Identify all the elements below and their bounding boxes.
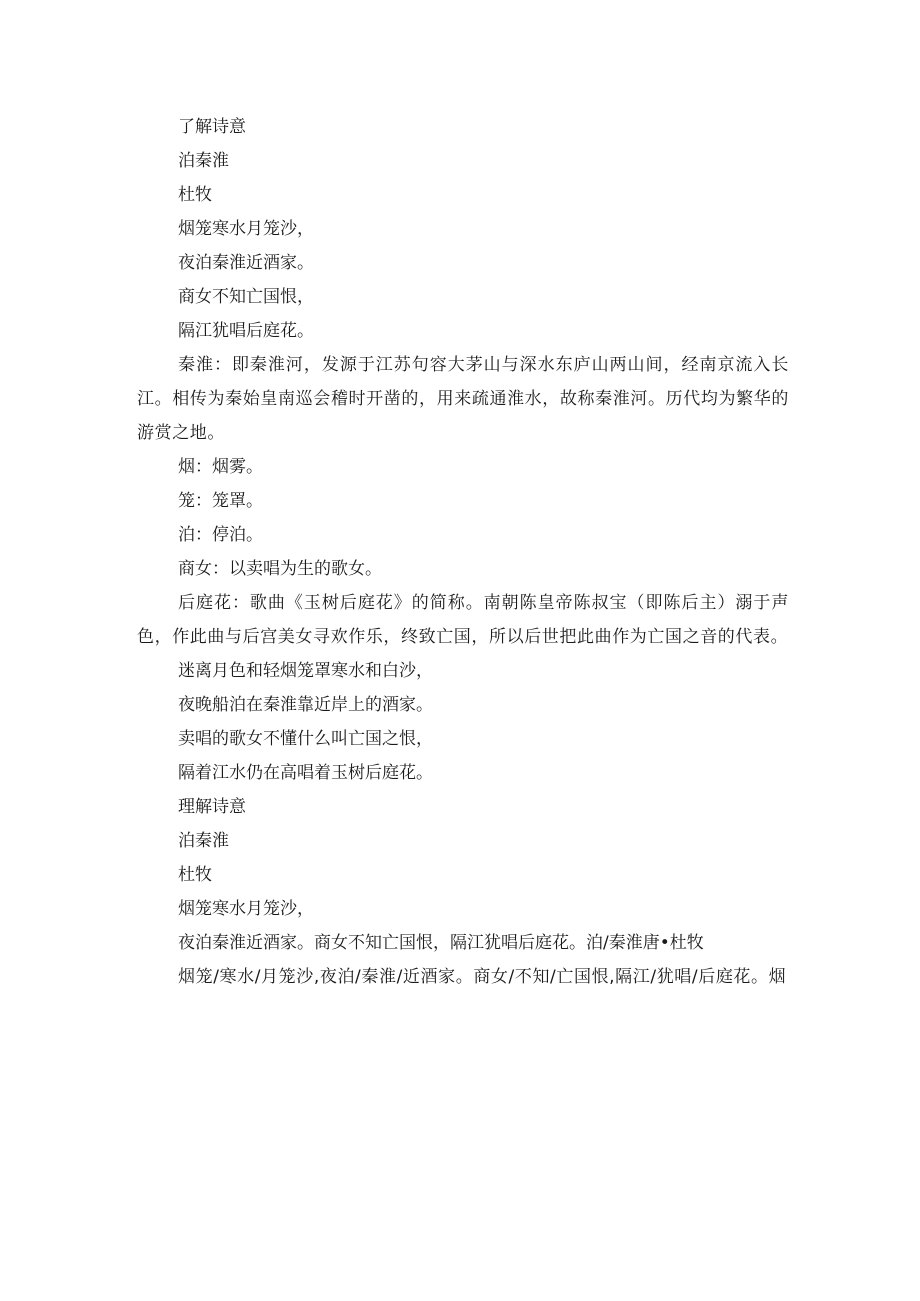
poem-author: 杜牧 [178,865,212,885]
poem-author: 杜牧 [178,185,212,205]
poem-title: 泊秦淮 [178,831,229,851]
poem-line: 烟笼寒水月笼沙， [178,219,314,239]
rhythm-division: 烟笼/寒水/月笼沙,夜泊/秦淮/近酒家。商女/不知/亡国恨,隔江/犹唱/后庭花。烟 [178,967,787,987]
note-houtinghua: 后庭花：歌曲《玉树后庭花》的简称。南朝陈皇帝陈叔宝（即陈后主）溺于声色，作此曲与后宫美女寻欢作乐，终致亡国，所以后世把此曲作为亡国之音的代表。 [137,593,789,647]
document-body [137,110,789,994]
note-item: 烟：烟雾。 [178,457,263,477]
poem-line: 烟笼寒水月笼沙， [178,899,314,919]
poem-title: 泊秦淮 [178,151,229,171]
poem-line: 夜泊秦淮近酒家。 [178,253,314,273]
poem-line-combined: 夜泊秦淮近酒家。商女不知亡国恨，隔江犹唱后庭花。泊/秦淮唐•杜牧 [178,933,704,953]
note-item: 商女：以卖唱为生的歌女。 [178,559,382,579]
section-title: 了解诗意 [178,117,246,137]
note-item: 泊：停泊。 [178,525,263,545]
translation-line: 隔着江水仍在高唱着玉树后庭花。 [178,763,433,783]
translation-line: 夜晚船泊在秦淮靠近岸上的酒家。 [178,695,433,715]
note-qinhuai: 秦淮：即秦淮河，发源于江苏句容大茅山与深水东庐山两山间，经南京流入长江。相传为秦始皇南巡会稽时开凿的，用来疏通淮水，故称秦淮河。历代均为繁华的游赏之地。 [137,355,789,443]
poem-line: 隔江犹唱后庭花。 [178,321,314,341]
translation-line: 卖唱的歌女不懂什么叫亡国之恨， [178,729,433,749]
section-title: 理解诗意 [178,797,246,817]
translation-line: 迷离月色和轻烟笼罩寒水和白沙， [178,661,433,681]
poem-line: 商女不知亡国恨， [178,287,314,307]
note-item: 笼：笼罩。 [178,491,263,511]
